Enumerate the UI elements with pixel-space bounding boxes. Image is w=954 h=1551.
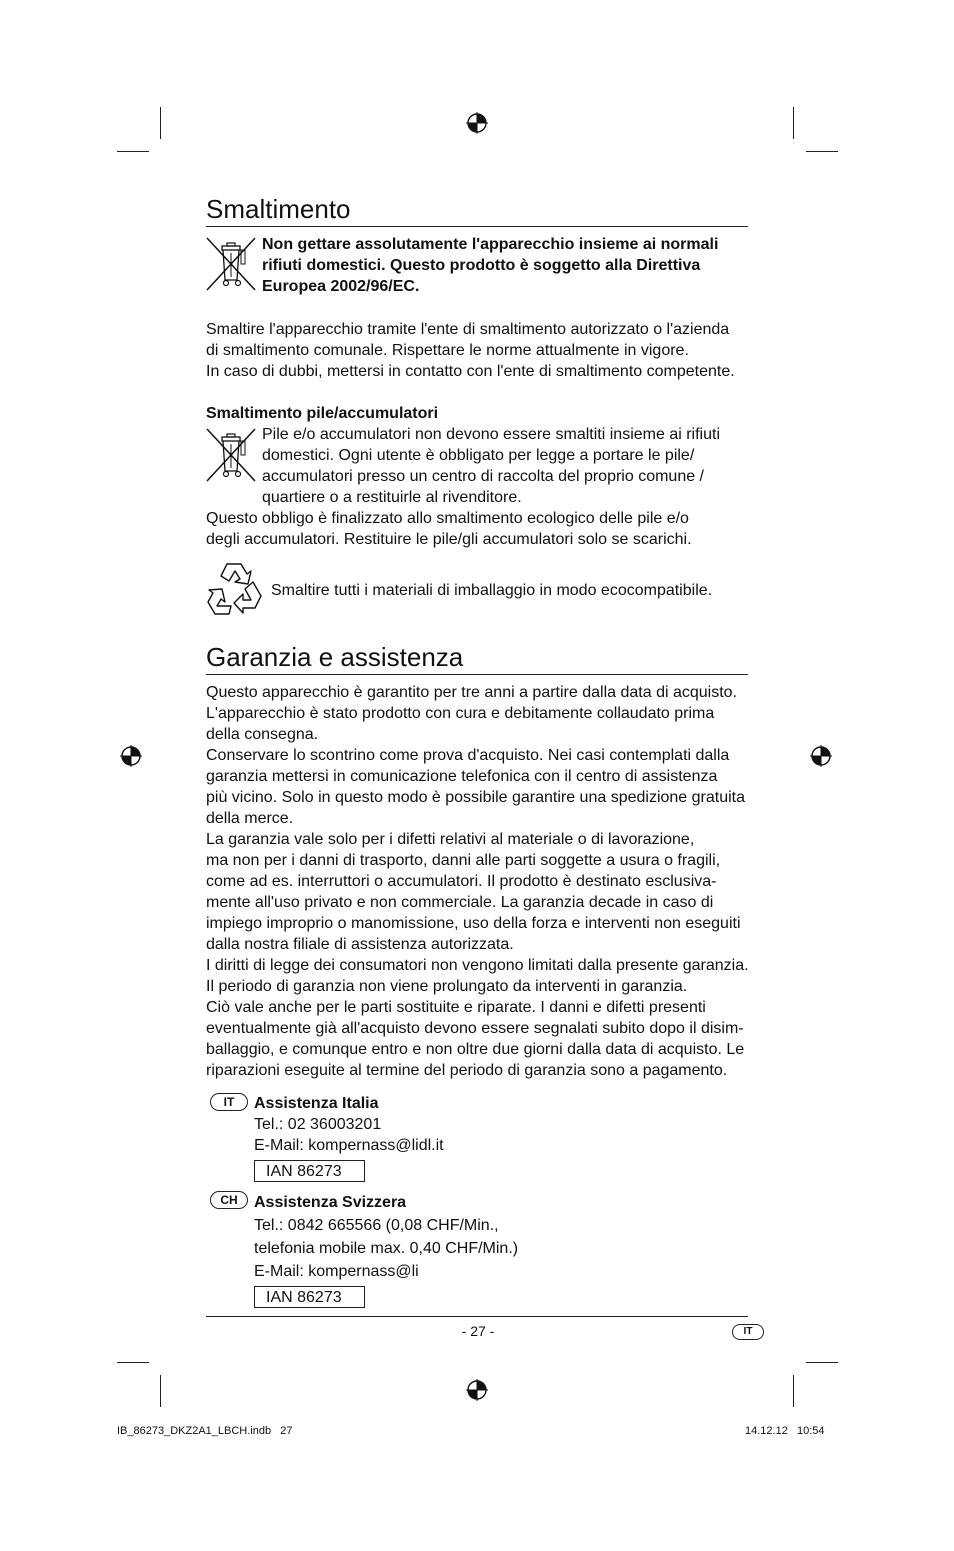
email-line: E-Mail: kompernass@li (254, 1263, 419, 1280)
crop-mark (117, 1362, 149, 1363)
assistance-heading: Assistenza Svizzera (254, 1194, 407, 1211)
page-number: - 27 - (461, 1323, 495, 1339)
assistance-switzerland (254, 1191, 734, 1283)
registration-mark-icon (466, 1379, 488, 1401)
text-line: domestici. Ogni utente è obbligato per legge a portare le pile/ (262, 447, 695, 464)
phone-line: Tel.: 0842 665566 (0,08 CHF/Min., (254, 1217, 499, 1234)
phone-line: Tel.: 02 36003201 (254, 1116, 382, 1133)
text-line: di smaltimento comunale. Rispettare le norme attualmente in vigore. (206, 342, 689, 359)
batteries-after (206, 508, 748, 550)
text-line: della merce. (206, 810, 294, 827)
crop-mark (160, 107, 161, 139)
text-line: In caso di dubbi, mettersi in contatto con l'ente di smaltimento competente. (206, 363, 735, 380)
assistance-heading: Assistenza Italia (254, 1095, 379, 1112)
text-line: della consegna. (206, 726, 319, 743)
text-line: eventualmente già all'acquisto devono essere segnalati subito dopo il disim- (206, 1020, 744, 1037)
crossed-out-bin-icon (205, 236, 257, 292)
text-line: Il periodo di garanzia non viene prolungato da interventi in garanzia. (206, 978, 688, 995)
registration-mark-icon (810, 745, 832, 767)
registration-mark-icon (466, 112, 488, 134)
batteries-text (262, 424, 748, 508)
text-line: mente all'uso privato e non commerciale. La garanzia decade in caso di (206, 894, 714, 911)
text-line: degli accumulatori. Restituire le pile/gli accumulatori solo se scarichi. (206, 531, 692, 548)
text-line: L'apparecchio è stato prodotto con cura e debitamente collaudato prima (206, 705, 715, 722)
text-line: Questo apparecchio è garantito per tre anni a partire dalla data di acquisto. (206, 684, 737, 701)
batteries-heading: Smaltimento pile/accumulatori (206, 405, 439, 422)
disposal-warning: Non gettare assolutamente l'apparecchio insieme ai normali rifiuti domestici. Questo prodotto è soggetto alla Direttiva Europea 2002/96/EC. (262, 236, 719, 295)
warranty-text (206, 682, 766, 1081)
print-datetime: 14.12.12 10:54 (745, 1425, 825, 1437)
text-line: Ciò vale anche per le parti sostituite e riparate. I danni e difetti presenti (206, 999, 706, 1016)
crop-mark (160, 1375, 161, 1407)
text-line: I diritti di legge dei consumatori non vengono limitati dalla presente garanzia. (206, 957, 749, 974)
section-title-garanzia: Garanzia e assistenza (206, 642, 748, 675)
crop-mark (117, 151, 149, 152)
registration-mark-icon (120, 745, 142, 767)
country-badge-ch: CH (210, 1191, 248, 1209)
phone-line: telefonia mobile max. 0,40 CHF/Min.) (254, 1240, 519, 1257)
ian-box: IAN 86273 (254, 1286, 365, 1308)
ian-box: IAN 86273 (254, 1160, 365, 1182)
print-file-info: IB_86273_DKZ2A1_LBCH.indb 27 (117, 1425, 293, 1437)
crop-mark (806, 1362, 838, 1363)
language-badge: IT (732, 1324, 764, 1340)
text-line: Conservare lo scontrino come prova d'acquisto. Nei casi contemplati dalla (206, 747, 730, 764)
text-line: dalla nostra filiale di assistenza autorizzata. (206, 936, 514, 953)
crop-mark (793, 107, 794, 139)
text-line: Pile e/o accumulatori non devono essere smaltiti insieme ai rifiuti (262, 426, 720, 443)
assistance-italy (254, 1093, 734, 1156)
email-line: E-Mail: kompernass@lidl.it (254, 1137, 444, 1154)
text-line: come ad es. interruttori o accumulatori. Il prodotto è destinato esclusiva- (206, 873, 717, 890)
text-line: garanzia mettersi in comunicazione telefonica con il centro di assistenza (206, 768, 718, 785)
disposal-paragraph (206, 319, 748, 382)
section-title-smaltimento: Smaltimento (206, 194, 748, 227)
text-line: quartiere o a restituirle al rivenditore. (262, 489, 522, 506)
text-line: impiego improprio o manomissione, uso della forza e interventi non eseguiti (206, 915, 741, 932)
country-badge-it: IT (210, 1093, 248, 1111)
packaging-text: Smaltire tutti i materiali di imballaggio in modo ecocompatibile. (271, 582, 713, 599)
recycle-icon (205, 560, 267, 618)
text-line: Questo obbligo è finalizzato allo smaltimento ecologico delle pile e/o (206, 510, 689, 527)
crossed-out-bin-icon (205, 427, 257, 483)
crop-mark (793, 1375, 794, 1407)
crop-mark (806, 151, 838, 152)
text-line: ma non per i danni di trasporto, danni alle parti soggette a usura o fragili, (206, 852, 721, 869)
text-line: Smaltire l'apparecchio tramite l'ente di smaltimento autorizzato o l'azienda (206, 321, 730, 338)
text-line: accumulatori presso un centro di raccolta del proprio comune / (262, 468, 704, 485)
text-line: più vicino. Solo in questo modo è possibile garantire una spedizione gratuita (206, 789, 746, 806)
text-line: La garanzia vale solo per i difetti relativi al materiale o di lavorazione, (206, 831, 695, 848)
footer-rule (206, 1316, 748, 1317)
text-line: riparazioni eseguite al termine del periodo di garanzia sono a pagamento. (206, 1062, 728, 1079)
text-line: ballaggio, e comunque entro e non oltre due giorni dalla data di acquisto. Le (206, 1041, 745, 1058)
